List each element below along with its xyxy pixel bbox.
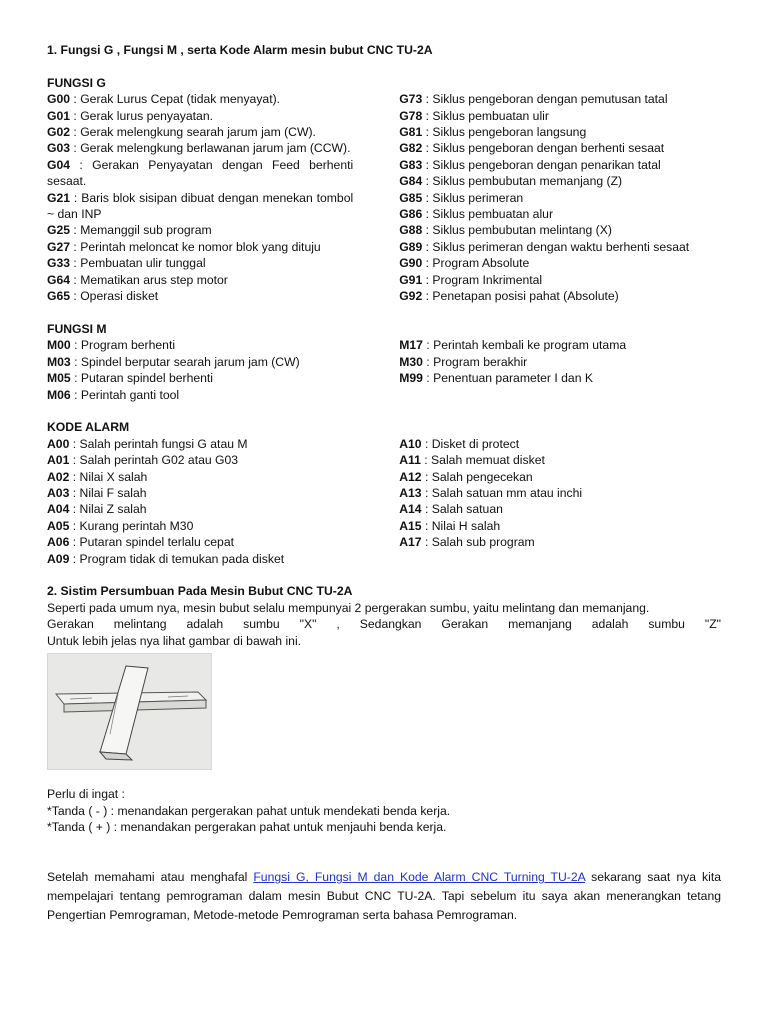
list-item: A03 : Nilai F salah bbox=[47, 485, 147, 500]
list-item: A05 : Kurang perintah M30 bbox=[47, 518, 194, 533]
list-item: A02 : Nilai X salah bbox=[47, 469, 148, 484]
list-item: M06 : Perintah ganti tool bbox=[47, 387, 180, 402]
list-item: A12 : Salah pengecekan bbox=[399, 469, 533, 484]
fungsi-g-m-alarm-link[interactable]: Fungsi G, Fungsi M dan Kode Alarm CNC Turning TU-2A bbox=[253, 870, 586, 885]
list-item: A15 : Nilai H salah bbox=[399, 518, 501, 533]
document-page bbox=[47, 42, 721, 925]
list-item: A06 : Putaran spindel terlalu cepat bbox=[47, 535, 234, 550]
list-item: A14 : Salah satuan bbox=[399, 502, 503, 517]
note-minus: *Tanda ( - ) : menandakan pergerakan pahat untuk mendekati benda kerja. bbox=[47, 803, 451, 818]
list-item: A00 : Salah perintah fungsi G atau M bbox=[47, 436, 248, 451]
list-item: G27 : Perintah meloncat ke nomor blok yang dituju bbox=[47, 239, 321, 254]
list-item: G86 : Siklus pembuatan alur bbox=[399, 207, 553, 222]
notes-title: Perlu di ingat : bbox=[47, 787, 125, 802]
section2-paragraph-line: Gerakan melintang adalah sumbu "X" , Sedangkan Gerakan memanjang adalah sumbu "Z" bbox=[47, 617, 721, 632]
list-item: G90 : Program Absolute bbox=[399, 256, 530, 271]
list-item: A04 : Nilai Z salah bbox=[47, 502, 147, 517]
list-item: G84 : Siklus pembubutan memanjang (Z) bbox=[399, 174, 623, 189]
fungsi-m-heading: FUNGSI M bbox=[47, 321, 107, 336]
list-item: G00 : Gerak Lurus Cepat (tidak menyayat). bbox=[47, 92, 281, 107]
list-item: G04 : Gerakan Penyayatan dengan Feed berhenti sesaat. bbox=[47, 157, 354, 189]
list-item: A09 : Program tidak di temukan pada disket bbox=[47, 551, 285, 566]
list-item: G64 : Mematikan arus step motor bbox=[47, 272, 228, 287]
list-item: A17 : Salah sub program bbox=[399, 535, 535, 550]
list-item: G01 : Gerak lurus penyayatan. bbox=[47, 108, 213, 123]
list-item: G91 : Program Inkrimental bbox=[399, 272, 543, 287]
list-item: G65 : Operasi disket bbox=[47, 289, 159, 304]
list-item: G78 : Siklus pembuatan ulir bbox=[399, 108, 549, 123]
list-item: G81 : Siklus pengeboran langsung bbox=[399, 125, 587, 140]
kode-alarm-right-list bbox=[399, 436, 721, 567]
list-item: G73 : Siklus pengeboran dengan pemutusan tatal bbox=[399, 92, 668, 107]
kode-alarm-left-list bbox=[47, 436, 353, 567]
list-item: A13 : Salah satuan mm atau inchi bbox=[399, 485, 583, 500]
fungsi-m-left-list bbox=[47, 337, 353, 403]
fungsi-g-left-list bbox=[47, 91, 353, 304]
fungsi-g-right-list bbox=[399, 91, 721, 304]
kode-alarm-columns bbox=[47, 436, 721, 567]
list-item: G83 : Siklus pengeboran dengan penarikan tatal bbox=[399, 157, 661, 172]
section2-paragraph-line: Untuk lebih jelas nya lihat gambar di bawah ini. bbox=[47, 633, 302, 648]
list-item: G03 : Gerak melengkung berlawanan jarum jam (CCW). bbox=[47, 141, 351, 156]
list-item: G89 : Siklus perimeran dengan waktu berhenti sesaat bbox=[399, 239, 690, 254]
list-item: A01 : Salah perintah G02 atau G03 bbox=[47, 453, 239, 468]
list-item: M30 : Program berakhir bbox=[399, 354, 528, 369]
list-item: M03 : Spindel berputar searah jarum jam (CW) bbox=[47, 354, 300, 369]
list-item: M05 : Putaran spindel berhenti bbox=[47, 371, 213, 386]
list-item: M00 : Program berhenti bbox=[47, 338, 176, 353]
fungsi-m-right-list bbox=[399, 337, 721, 403]
list-item: M99 : Penentuan parameter I dan K bbox=[399, 371, 593, 386]
list-item: A10 : Disket di protect bbox=[399, 436, 520, 451]
fungsi-g-columns bbox=[47, 91, 721, 304]
list-item: G85 : Siklus perimeran bbox=[399, 190, 524, 205]
section2-title: 2. Sistim Persumbuan Pada Mesin Bubut CNC TU-2A bbox=[47, 584, 353, 599]
list-item: G33 : Pembuatan ulir tunggal bbox=[47, 256, 206, 271]
section2-paragraph-line: Seperti pada umum nya, mesin bubut selalu mempunyai 2 pergerakan sumbu, yaitu melintang dan memanjang. bbox=[47, 600, 650, 615]
list-item: G88 : Siklus pembubutan melintang (X) bbox=[399, 223, 612, 238]
note-plus: *Tanda ( + ) : menandakan pergerakan pahat untuk menjauhi benda kerja. bbox=[47, 820, 447, 835]
crossed-plates-sketch bbox=[48, 654, 211, 769]
list-item: G92 : Penetapan posisi pahat (Absolute) bbox=[399, 289, 619, 304]
section1-title: 1. Fungsi G , Fungsi M , serta Kode Alarm mesin bubut CNC TU-2A bbox=[47, 43, 433, 57]
list-item: G82 : Siklus pengeboran dengan berhenti sesaat bbox=[399, 141, 665, 156]
outro-paragraph: Setelah memahami atau menghafal Fungsi G, Fungsi M dan Kode Alarm CNC Turning TU-2A sekarang saat nya kita mempelajari tentang pemrograman dalam mesin Bubut CNC TU-2A. Tapi sebelum itu saya akan menerangkan tetang Pengertian Pemrograman, Metode-metode Pemrograman serta bahasa Pemrograman. bbox=[47, 870, 721, 923]
fungsi-m-columns bbox=[47, 337, 721, 403]
fungsi-g-heading: FUNGSI G bbox=[47, 75, 106, 90]
list-item: G21 : Baris blok sisipan dibuat dengan menekan tombol ~ dan INP bbox=[47, 190, 354, 222]
axis-diagram-image bbox=[47, 653, 212, 770]
list-item: A11 : Salah memuat disket bbox=[399, 453, 545, 468]
kode-alarm-heading: KODE ALARM bbox=[47, 420, 130, 435]
list-item: M17 : Perintah kembali ke program utama bbox=[399, 338, 627, 353]
list-item: G25 : Memanggil sub program bbox=[47, 223, 212, 238]
list-item: G02 : Gerak melengkung searah jarum jam (CW). bbox=[47, 125, 316, 140]
